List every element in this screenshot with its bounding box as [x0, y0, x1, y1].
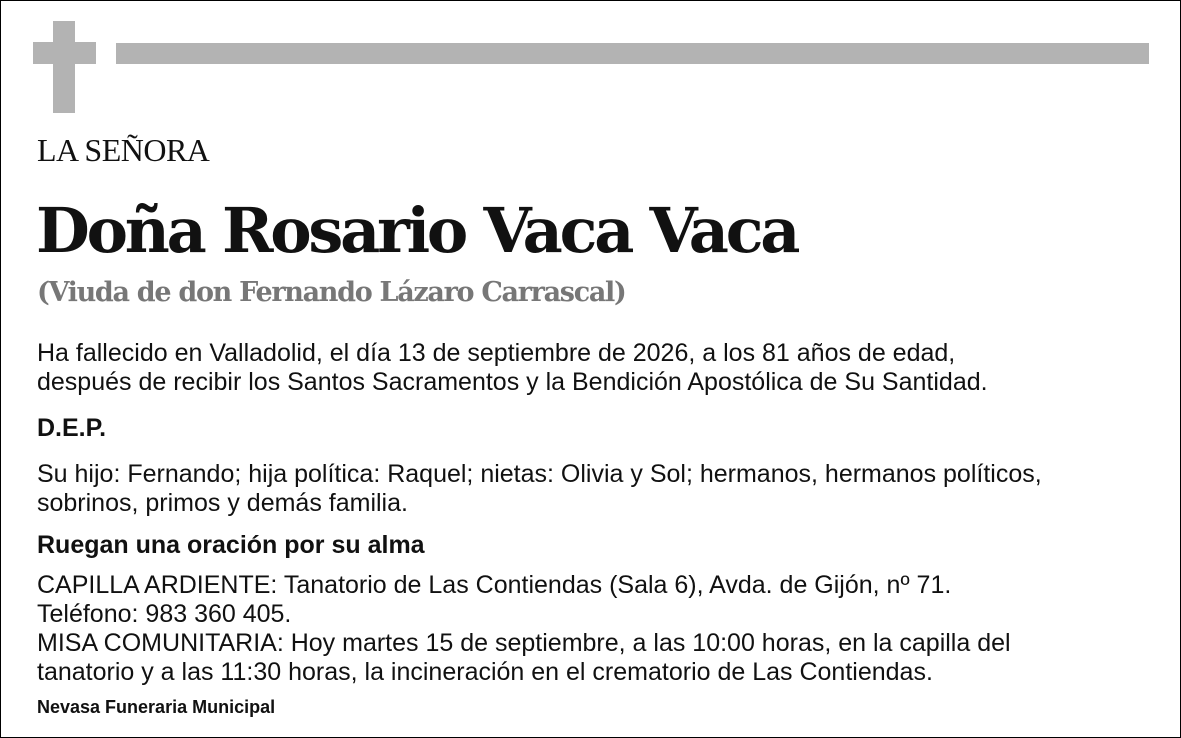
family-line: Su hijo: Fernando; hija política: Raquel; nietas: Olivia y Sol; hermanos, hermanos políticos, — [37, 460, 1042, 488]
service-details — [37, 571, 1011, 687]
header-rule — [116, 43, 1149, 64]
rip-label: D.E.P. — [37, 414, 107, 442]
details-line: CAPILLA ARDIENTE: Tanatorio de Las Contiendas (Sala 6), Avda. de Gijón, nº 71. — [37, 571, 952, 599]
funeral-home: Nevasa Funeraria Municipal — [37, 697, 276, 717]
deceased-name: Doña Rosario Vaca Vaca — [36, 194, 798, 267]
family-list — [37, 460, 1042, 518]
family-line: sobrinos, primos y demás familia. — [37, 489, 408, 517]
death-announcement-line: Ha fallecido en Valladolid, el día 13 de septiembre de 2026, a los 81 años de edad, — [37, 339, 956, 367]
details-line: Teléfono: 983 360 405. — [37, 600, 292, 628]
details-line: MISA COMUNITARIA: Hoy martes 15 de septiembre, a las 10:00 horas, en la capilla del — [37, 629, 1011, 657]
death-announcement — [37, 339, 988, 397]
death-announcement-line: después de recibir los Santos Sacramentos y la Bendición Apostólica de Su Santidad. — [37, 368, 988, 396]
title-prefix: LA SEÑORA — [37, 132, 210, 168]
details-line: tanatorio y a las 11:30 horas, la incineración en el crematorio de Las Contiendas. — [37, 658, 933, 686]
widow-of-line: (Viuda de don Fernando Lázaro Carrascal) — [37, 277, 626, 308]
prayer-request: Ruegan una oración por su alma — [37, 531, 425, 559]
